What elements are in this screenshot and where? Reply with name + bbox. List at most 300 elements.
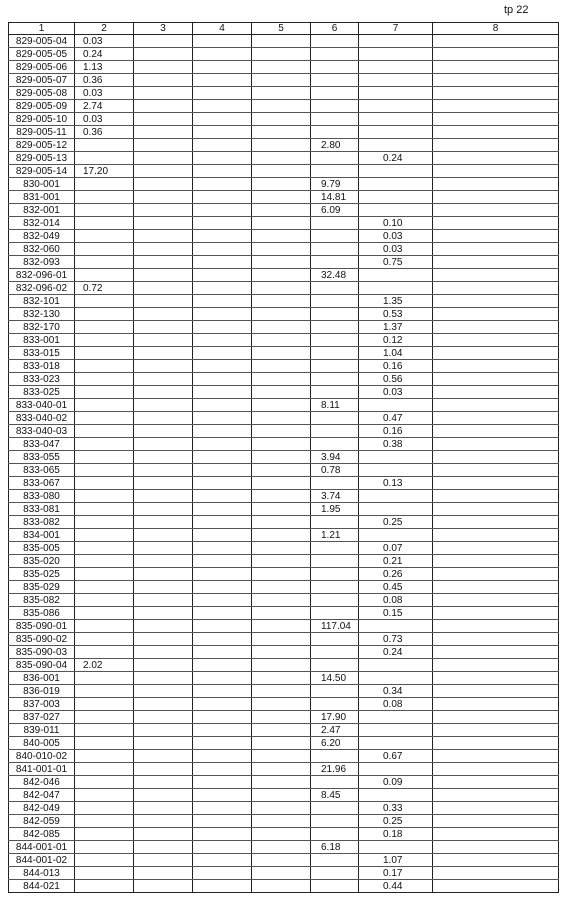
cell-col-8: [433, 217, 559, 230]
cell-col-3: [134, 178, 193, 191]
cell-col-5: [252, 815, 311, 828]
cell-col-2: 2.74: [75, 100, 134, 113]
cell-col-8: [433, 620, 559, 633]
cell-col-7: [359, 464, 433, 477]
cell-col-4: [193, 165, 252, 178]
cell-col-2: [75, 724, 134, 737]
cell-col-4: [193, 529, 252, 542]
cell-col-7: [359, 724, 433, 737]
cell-col-6: [311, 48, 359, 61]
cell-parcel-id: 840-005: [9, 737, 75, 750]
cell-col-5: [252, 87, 311, 100]
cell-col-8: [433, 321, 559, 334]
cell-col-4: [193, 399, 252, 412]
cell-col-7: [359, 191, 433, 204]
cell-col-2: [75, 360, 134, 373]
cell-col-4: [193, 178, 252, 191]
table-row: [9, 581, 559, 594]
cell-col-5: [252, 217, 311, 230]
cell-col-7: [359, 48, 433, 61]
cell-col-8: [433, 61, 559, 74]
column-header-5: 5: [252, 23, 311, 35]
cell-col-4: [193, 607, 252, 620]
cell-parcel-id: 844-021: [9, 880, 75, 893]
cell-parcel-id: 829-005-11: [9, 126, 75, 139]
cell-col-7: 1.35: [359, 295, 433, 308]
cell-col-7: [359, 490, 433, 503]
cell-col-2: [75, 464, 134, 477]
cell-col-4: [193, 594, 252, 607]
cell-col-3: [134, 841, 193, 854]
cell-col-7: [359, 282, 433, 295]
cell-col-7: [359, 672, 433, 685]
cell-col-2: [75, 438, 134, 451]
cell-col-4: [193, 373, 252, 386]
cell-parcel-id: 832-060: [9, 243, 75, 256]
cell-col-2: [75, 516, 134, 529]
cell-col-3: [134, 334, 193, 347]
cell-col-7: 0.03: [359, 243, 433, 256]
cell-col-8: [433, 581, 559, 594]
cell-col-2: [75, 373, 134, 386]
cell-col-5: [252, 828, 311, 841]
cell-col-5: [252, 438, 311, 451]
cell-col-7: 0.12: [359, 334, 433, 347]
cell-col-3: [134, 425, 193, 438]
cell-col-7: 0.17: [359, 867, 433, 880]
cell-parcel-id: 832-101: [9, 295, 75, 308]
cell-col-6: [311, 295, 359, 308]
table-row: [9, 321, 559, 334]
cell-col-5: [252, 607, 311, 620]
cell-col-4: [193, 789, 252, 802]
cell-col-4: [193, 503, 252, 516]
cell-col-2: [75, 269, 134, 282]
cell-col-7: [359, 178, 433, 191]
cell-col-5: [252, 789, 311, 802]
table-row: [9, 763, 559, 776]
cell-parcel-id: 829-005-04: [9, 35, 75, 48]
cell-col-4: [193, 334, 252, 347]
table-row: [9, 217, 559, 230]
column-header-2: 2: [75, 23, 134, 35]
table-body: [9, 35, 559, 893]
cell-col-6: [311, 607, 359, 620]
table-row: [9, 724, 559, 737]
cell-parcel-id: 833-067: [9, 477, 75, 490]
cell-col-5: [252, 373, 311, 386]
cell-col-2: 0.03: [75, 87, 134, 100]
cell-parcel-id: 832-014: [9, 217, 75, 230]
cell-col-4: [193, 360, 252, 373]
cell-col-5: [252, 672, 311, 685]
table-row: [9, 139, 559, 152]
cell-col-6: 0.78: [311, 464, 359, 477]
cell-col-5: [252, 854, 311, 867]
cell-col-8: [433, 334, 559, 347]
cell-col-6: [311, 815, 359, 828]
cell-col-6: [311, 74, 359, 87]
cell-col-3: [134, 451, 193, 464]
table-row: [9, 477, 559, 490]
cell-col-8: [433, 698, 559, 711]
cell-col-3: [134, 191, 193, 204]
cell-col-7: 0.45: [359, 581, 433, 594]
cell-col-5: [252, 347, 311, 360]
cell-parcel-id: 842-085: [9, 828, 75, 841]
cell-parcel-id: 835-029: [9, 581, 75, 594]
cell-col-4: [193, 126, 252, 139]
cell-col-8: [433, 802, 559, 815]
cell-col-6: 8.45: [311, 789, 359, 802]
cell-col-5: [252, 464, 311, 477]
cell-col-4: [193, 737, 252, 750]
cell-col-6: [311, 347, 359, 360]
cell-col-2: 0.03: [75, 113, 134, 126]
cell-col-5: [252, 867, 311, 880]
cell-col-2: [75, 347, 134, 360]
cell-col-6: 17.90: [311, 711, 359, 724]
cell-col-5: [252, 191, 311, 204]
cell-col-5: [252, 399, 311, 412]
table-row: [9, 308, 559, 321]
cell-col-6: [311, 282, 359, 295]
cell-parcel-id: 832-049: [9, 230, 75, 243]
column-header-6: 6: [311, 23, 359, 35]
cell-col-5: [252, 35, 311, 48]
cell-col-7: [359, 35, 433, 48]
cell-parcel-id: 835-090-03: [9, 646, 75, 659]
cell-col-3: [134, 568, 193, 581]
cell-col-8: [433, 386, 559, 399]
cell-col-5: [252, 230, 311, 243]
cell-col-7: 0.16: [359, 425, 433, 438]
table-row: [9, 295, 559, 308]
cell-col-2: [75, 633, 134, 646]
cell-col-7: [359, 451, 433, 464]
cell-col-2: [75, 230, 134, 243]
cell-col-2: 0.36: [75, 74, 134, 87]
cell-col-6: [311, 373, 359, 386]
cell-col-3: [134, 789, 193, 802]
cell-col-5: [252, 48, 311, 61]
cell-parcel-id: 836-019: [9, 685, 75, 698]
cell-col-3: [134, 230, 193, 243]
cell-col-2: [75, 711, 134, 724]
cell-col-4: [193, 48, 252, 61]
cell-col-3: [134, 477, 193, 490]
table-row: [9, 386, 559, 399]
cell-col-2: [75, 737, 134, 750]
cell-col-6: [311, 438, 359, 451]
cell-col-5: [252, 425, 311, 438]
cell-parcel-id: 833-040-03: [9, 425, 75, 438]
cell-col-4: [193, 386, 252, 399]
cell-col-3: [134, 48, 193, 61]
cell-col-6: [311, 555, 359, 568]
cell-col-4: [193, 113, 252, 126]
cell-parcel-id: 832-093: [9, 256, 75, 269]
cell-col-6: [311, 633, 359, 646]
cell-col-3: [134, 282, 193, 295]
cell-parcel-id: 832-001: [9, 204, 75, 217]
cell-col-4: [193, 191, 252, 204]
cell-col-6: [311, 386, 359, 399]
cell-col-6: 1.95: [311, 503, 359, 516]
cell-col-6: 117.04: [311, 620, 359, 633]
cell-col-6: [311, 217, 359, 230]
cell-col-6: 32.48: [311, 269, 359, 282]
cell-col-4: [193, 542, 252, 555]
cell-col-5: [252, 490, 311, 503]
cell-col-8: [433, 724, 559, 737]
cell-col-3: [134, 542, 193, 555]
cell-parcel-id: 833-018: [9, 360, 75, 373]
cell-col-4: [193, 269, 252, 282]
cell-col-8: [433, 269, 559, 282]
cell-col-8: [433, 646, 559, 659]
cell-col-6: 2.80: [311, 139, 359, 152]
cell-parcel-id: 844-001-01: [9, 841, 75, 854]
cell-col-5: [252, 880, 311, 893]
cell-col-2: [75, 204, 134, 217]
cell-col-8: [433, 789, 559, 802]
cell-col-2: [75, 308, 134, 321]
cell-col-3: [134, 243, 193, 256]
cell-col-5: [252, 737, 311, 750]
cell-col-4: [193, 230, 252, 243]
cell-col-5: [252, 542, 311, 555]
cell-col-3: [134, 113, 193, 126]
cell-col-2: [75, 334, 134, 347]
cell-col-3: [134, 438, 193, 451]
cell-col-5: [252, 555, 311, 568]
cell-col-6: 9.79: [311, 178, 359, 191]
cell-col-4: [193, 555, 252, 568]
cell-col-5: [252, 308, 311, 321]
cell-col-4: [193, 217, 252, 230]
cell-col-3: [134, 74, 193, 87]
cell-col-3: [134, 633, 193, 646]
cell-col-4: [193, 854, 252, 867]
cell-col-6: [311, 126, 359, 139]
cell-col-6: 6.18: [311, 841, 359, 854]
cell-col-2: 0.03: [75, 35, 134, 48]
cell-col-5: [252, 321, 311, 334]
cell-parcel-id: 833-065: [9, 464, 75, 477]
cell-col-8: [433, 880, 559, 893]
cell-col-6: [311, 477, 359, 490]
cell-col-7: [359, 789, 433, 802]
cell-col-6: [311, 828, 359, 841]
cell-col-2: [75, 763, 134, 776]
column-header-3: 3: [134, 23, 193, 35]
cell-col-7: 0.18: [359, 828, 433, 841]
cell-col-6: [311, 581, 359, 594]
cell-col-2: [75, 425, 134, 438]
cell-col-4: [193, 815, 252, 828]
cell-col-8: [433, 438, 559, 451]
cell-col-2: [75, 529, 134, 542]
cell-col-7: [359, 113, 433, 126]
cell-col-2: [75, 139, 134, 152]
cell-col-8: [433, 347, 559, 360]
cell-col-5: [252, 594, 311, 607]
column-header-8: 8: [433, 23, 559, 35]
cell-col-3: [134, 581, 193, 594]
table-row: [9, 282, 559, 295]
cell-col-6: 6.20: [311, 737, 359, 750]
cell-col-5: [252, 529, 311, 542]
cell-col-3: [134, 698, 193, 711]
cell-parcel-id: 833-082: [9, 516, 75, 529]
table-row: [9, 750, 559, 763]
cell-col-6: [311, 87, 359, 100]
cell-col-8: [433, 399, 559, 412]
cell-col-4: [193, 152, 252, 165]
cell-col-7: [359, 100, 433, 113]
cell-col-8: [433, 763, 559, 776]
cell-col-7: 0.26: [359, 568, 433, 581]
cell-col-5: [252, 282, 311, 295]
table-row: [9, 529, 559, 542]
cell-col-7: 0.03: [359, 386, 433, 399]
cell-col-5: [252, 711, 311, 724]
cell-parcel-id: 833-015: [9, 347, 75, 360]
data-table: [8, 22, 559, 893]
cell-col-4: [193, 672, 252, 685]
cell-col-8: [433, 113, 559, 126]
cell-col-3: [134, 555, 193, 568]
table-row: [9, 672, 559, 685]
cell-col-3: [134, 204, 193, 217]
cell-col-7: [359, 711, 433, 724]
table-row: [9, 490, 559, 503]
cell-col-3: [134, 659, 193, 672]
cell-parcel-id: 832-096-01: [9, 269, 75, 282]
table-row: [9, 828, 559, 841]
cell-col-3: [134, 269, 193, 282]
cell-parcel-id: 835-005: [9, 542, 75, 555]
cell-parcel-id: 842-047: [9, 789, 75, 802]
cell-col-5: [252, 841, 311, 854]
cell-col-4: [193, 282, 252, 295]
cell-col-8: [433, 815, 559, 828]
cell-col-5: [252, 100, 311, 113]
cell-col-7: 1.07: [359, 854, 433, 867]
cell-col-2: [75, 152, 134, 165]
cell-col-4: [193, 841, 252, 854]
cell-col-6: [311, 100, 359, 113]
cell-col-7: 0.24: [359, 152, 433, 165]
cell-col-8: [433, 516, 559, 529]
cell-col-8: [433, 204, 559, 217]
cell-col-2: [75, 841, 134, 854]
cell-col-4: [193, 685, 252, 698]
cell-parcel-id: 844-013: [9, 867, 75, 880]
cell-col-5: [252, 477, 311, 490]
table-row: [9, 152, 559, 165]
cell-col-8: [433, 633, 559, 646]
cell-col-7: [359, 269, 433, 282]
table-row: [9, 633, 559, 646]
cell-col-3: [134, 152, 193, 165]
cell-col-3: [134, 607, 193, 620]
cell-col-5: [252, 776, 311, 789]
page-number-label: tp 22: [504, 4, 529, 16]
table-row: [9, 74, 559, 87]
cell-col-6: [311, 113, 359, 126]
cell-col-6: [311, 165, 359, 178]
cell-col-7: [359, 126, 433, 139]
cell-parcel-id: 835-086: [9, 607, 75, 620]
cell-col-7: [359, 841, 433, 854]
cell-col-8: [433, 191, 559, 204]
cell-col-7: 0.13: [359, 477, 433, 490]
cell-col-3: [134, 412, 193, 425]
cell-col-6: [311, 659, 359, 672]
cell-col-8: [433, 295, 559, 308]
cell-col-3: [134, 672, 193, 685]
cell-col-3: [134, 308, 193, 321]
table-row: [9, 178, 559, 191]
cell-col-3: [134, 87, 193, 100]
cell-col-3: [134, 100, 193, 113]
cell-parcel-id: 833-040-01: [9, 399, 75, 412]
cell-col-2: [75, 672, 134, 685]
cell-col-2: [75, 490, 134, 503]
cell-col-5: [252, 685, 311, 698]
cell-col-6: 1.21: [311, 529, 359, 542]
cell-col-5: [252, 269, 311, 282]
cell-col-2: [75, 191, 134, 204]
cell-col-8: [433, 841, 559, 854]
cell-col-7: [359, 763, 433, 776]
cell-parcel-id: 842-049: [9, 802, 75, 815]
table-row: [9, 35, 559, 48]
cell-col-8: [433, 243, 559, 256]
cell-col-4: [193, 711, 252, 724]
cell-col-8: [433, 35, 559, 48]
cell-col-4: [193, 100, 252, 113]
cell-col-6: [311, 308, 359, 321]
cell-col-2: [75, 854, 134, 867]
cell-col-2: [75, 243, 134, 256]
cell-col-5: [252, 750, 311, 763]
cell-col-5: [252, 113, 311, 126]
cell-col-3: [134, 763, 193, 776]
cell-col-2: [75, 828, 134, 841]
cell-parcel-id: 832-130: [9, 308, 75, 321]
cell-col-3: [134, 347, 193, 360]
cell-col-7: [359, 620, 433, 633]
cell-col-4: [193, 620, 252, 633]
cell-col-8: [433, 152, 559, 165]
cell-col-7: 0.53: [359, 308, 433, 321]
table-row: [9, 360, 559, 373]
cell-parcel-id: 833-081: [9, 503, 75, 516]
cell-col-6: 6.09: [311, 204, 359, 217]
table-row: [9, 776, 559, 789]
table-row: [9, 243, 559, 256]
cell-col-5: [252, 659, 311, 672]
cell-parcel-id: 835-090-01: [9, 620, 75, 633]
cell-parcel-id: 830-001: [9, 178, 75, 191]
cell-col-8: [433, 373, 559, 386]
cell-col-6: [311, 802, 359, 815]
cell-col-2: [75, 477, 134, 490]
cell-col-4: [193, 321, 252, 334]
